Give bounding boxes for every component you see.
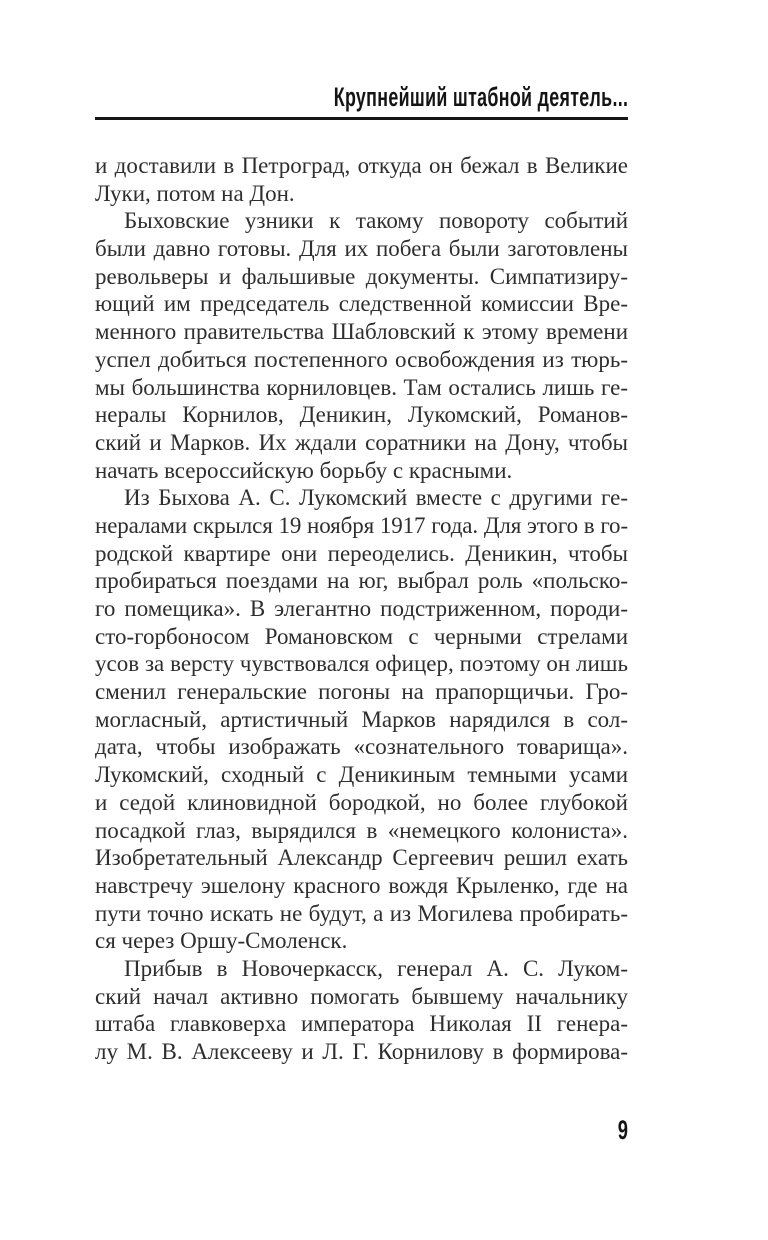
text-line: лу М. В. Алексееву и Л. Г. Корнилову в формирова- xyxy=(95,1039,628,1064)
text-line: Прибыв в Новочеркасск, генерал А. С. Луком- xyxy=(124,955,628,981)
text-line: менного правительства Шабловский к этому времени xyxy=(95,319,628,345)
paragraph xyxy=(95,207,628,484)
running-head: Крупнейший штабной деятель... xyxy=(333,82,628,112)
text-line: были давно готовы. Для их побега были заготовлены xyxy=(95,236,628,262)
paragraph xyxy=(95,152,628,207)
paragraph xyxy=(95,955,628,1066)
text-line: усов за версту чувствовался офицер, поэтому он лишь xyxy=(95,651,628,677)
text-line: сто-горбоносом Романовском с черными стрелами xyxy=(95,623,628,649)
header-rule xyxy=(95,117,628,120)
text-line: ющий им председатель следственной комиссии Вре- xyxy=(95,291,628,317)
text-line: дата, чтобы изображать «сознательного товарища». xyxy=(95,734,628,760)
text-line: Быховские узники к такому повороту событий xyxy=(124,208,628,234)
text-line: Луки, потом на Дон. xyxy=(95,180,295,206)
text-line: Лукомский, сходный с Деникиным темными усами xyxy=(95,762,628,788)
text-line: Изобретательный Александр Сергеевич решил ехать xyxy=(95,845,628,871)
text-line: пути точно искать не будут, а из Могилева пробирать- xyxy=(95,900,628,926)
text-line: могласный, артистичный Марков нарядился в сол- xyxy=(95,706,628,732)
text-line: ский начал активно помогать бывшему начальнику xyxy=(95,983,628,1009)
text-line: Из Быхова А. С. Лукомский вместе с другими ге- xyxy=(124,485,628,511)
text-line: и доставили в Петроград, откуда он бежал в Великие xyxy=(95,153,628,178)
text-line: го помещика». В элегантно подстриженном, породи- xyxy=(95,596,628,621)
text-line: револьверы и фальшивые документы. Симпатизиру- xyxy=(95,263,628,289)
text-line: начать всероссийскую борьбу с красными. xyxy=(95,457,513,483)
text-line: штаба главковерха императора Николая II генера- xyxy=(95,1011,628,1037)
text-line: мы большинства корниловцев. Там остались лишь ге- xyxy=(95,374,628,400)
text-line: нералами скрылся 19 ноября 1917 года. Для этого в го- xyxy=(95,512,628,538)
text-line: нералы Корнилов, Деникин, Лукомский, Романов- xyxy=(95,402,628,428)
text-line: ский и Марков. Их ждали соратники на Дону, чтобы xyxy=(95,429,628,455)
paragraph xyxy=(95,484,628,955)
text-line: ся через Оршу-Смоленск. xyxy=(95,928,348,954)
text-line: сменил генеральские погоны на прапорщичьи. Гро- xyxy=(95,679,628,705)
text-line: пробираться поездами на юг, выбрал роль «польско- xyxy=(95,568,628,594)
text-line: успел добиться постепенного освобождения из тюрь- xyxy=(95,346,628,372)
body-text xyxy=(95,152,628,1066)
text-line: родской квартире они переоделись. Деникин, чтобы xyxy=(95,540,628,566)
text-line: навстречу эшелону красного вождя Крыленко, где на xyxy=(95,872,628,898)
text-line: и седой клиновидной бородкой, но более глубокой xyxy=(95,789,628,815)
page-number: 9 xyxy=(617,1115,628,1145)
text-line: посадкой глаз, вырядился в «немецкого колониста». xyxy=(95,817,628,843)
